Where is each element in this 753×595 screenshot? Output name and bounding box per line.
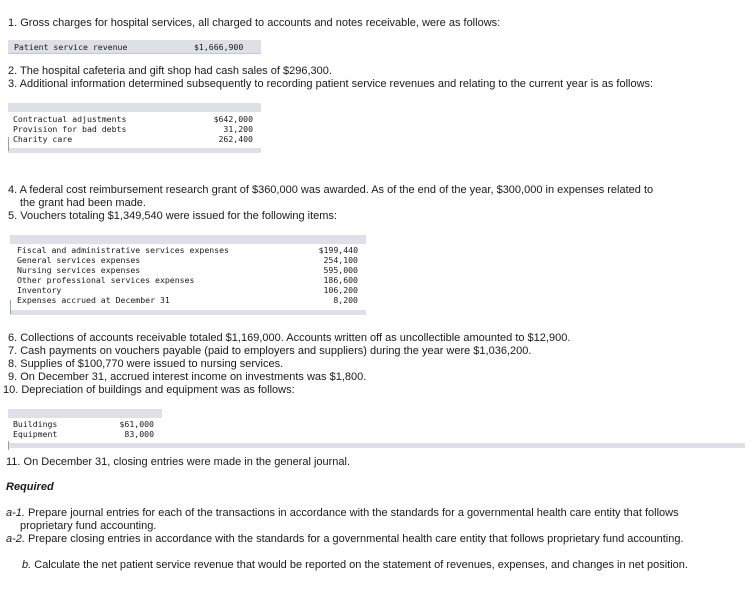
- voucher-value: 254,100: [323, 255, 358, 265]
- voucher-value: 8,200: [333, 295, 358, 305]
- item-1-text: 1. Gross charges for hospital services, all charged to accounts and notes receivable, were as follows:: [8, 17, 501, 29]
- voucher-value: 186,600: [323, 275, 358, 285]
- item-8-text: 8. Supplies of $100,770 were issued to nursing services.: [8, 358, 284, 370]
- voucher-label: Inventory: [17, 285, 62, 295]
- adjustment-value: 262,400: [218, 134, 253, 144]
- item-9-text: 9. On December 31, accrued interest income on investments was $1,800.: [8, 371, 367, 383]
- vouchers-table: [10, 235, 366, 315]
- item-4-continued: the grant had been made.: [20, 197, 146, 209]
- depreciation-value: $61,000: [119, 419, 154, 429]
- item-6-text: 6. Collections of accounts receivable totaled $1,169,000. Accounts written off as uncollectible amounted to $12,900.: [8, 332, 571, 344]
- voucher-label: Nursing services expenses: [17, 265, 141, 275]
- voucher-label: General services expenses: [17, 255, 141, 265]
- adjustment-value: $642,000: [213, 114, 253, 124]
- item-2-text: 2. The hospital cafeteria and gift shop had cash sales of $296,300.: [8, 65, 332, 77]
- patient-revenue-label: Patient service revenue: [14, 42, 128, 52]
- depreciation-label: Equipment: [13, 429, 58, 439]
- item-7-text: 7. Cash payments on vouchers payable (paid to employers and suppliers) during the year were $1,036,200.: [8, 345, 532, 357]
- adjustment-label: Contractual adjustments: [13, 114, 127, 124]
- voucher-label: Fiscal and administrative services expenses: [17, 245, 229, 255]
- adjustment-label: Charity care: [13, 134, 73, 144]
- table-footer-rule: [8, 443, 745, 448]
- requirement-b: b. Calculate the net patient service revenue that would be reported on the statement of revenues, expenses, and changes in net position.: [22, 559, 688, 571]
- adjustment-value: 31,200: [223, 124, 253, 134]
- depreciation-value: 83,000: [124, 429, 154, 439]
- required-heading: Required: [6, 481, 54, 493]
- voucher-value: $199,440: [318, 245, 358, 255]
- adjustment-label: Provision for bad debts: [13, 124, 127, 134]
- patient-revenue-table: [8, 40, 261, 54]
- item-10-text: 10. Depreciation of buildings and equipment was as follows:: [3, 384, 295, 396]
- patient-revenue-value: $1,666,900: [194, 42, 244, 52]
- depreciation-label: Buildings: [13, 419, 58, 429]
- requirement-a1: a-1. Prepare journal entries for each of the transactions in accordance with the standards for a governmental health care entity that follows proprietary fund accounting.: [6, 507, 679, 532]
- adjustments-table: [8, 103, 261, 153]
- item-5-text: 5. Vouchers totaling $1,349,540 were issued for the following items:: [8, 210, 337, 222]
- requirement-a2: a-2. Prepare closing entries in accordance with the standards for a governmental health care entity that follows proprietary fund accounting.: [6, 533, 684, 545]
- item-3-text: 3. Additional information determined subsequently to recording patient service revenues and relating to the current year is as follows:: [8, 78, 654, 90]
- item-4-text: 4. A federal cost reimbursement research grant of $360,000 was awarded. As of the end of the year, $300,000 in expenses related to: [8, 184, 654, 196]
- voucher-label: Expenses accrued at December 31: [17, 295, 170, 305]
- voucher-label: Other professional services expenses: [17, 275, 195, 285]
- voucher-value: 106,200: [323, 285, 358, 295]
- item-11-text: 11. On December 31, closing entries were made in the general journal.: [6, 456, 351, 468]
- voucher-value: 595,000: [323, 265, 358, 275]
